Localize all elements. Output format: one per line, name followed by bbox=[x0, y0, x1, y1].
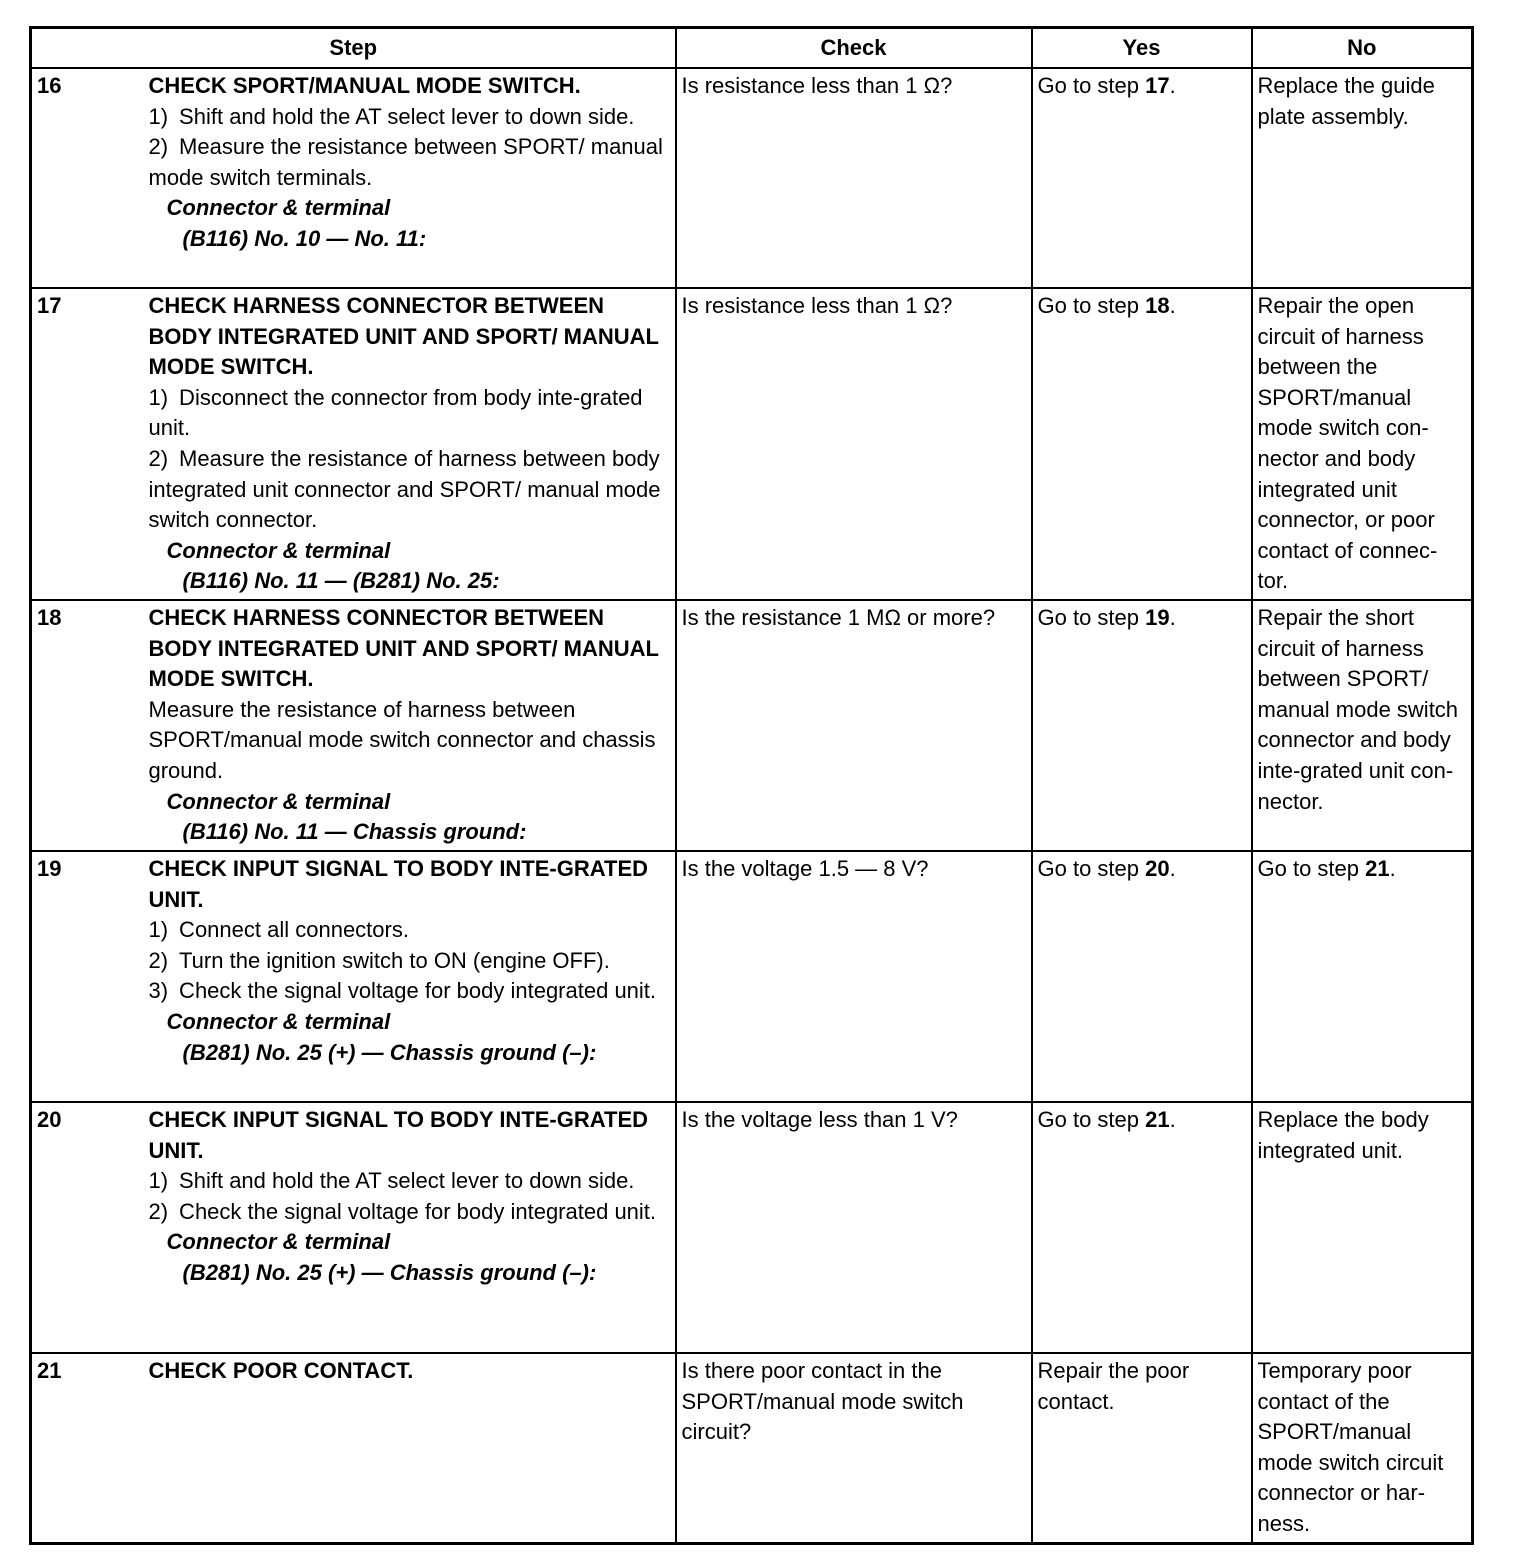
no-cell: Replace the guide plate assembly. bbox=[1252, 68, 1473, 288]
no-suffix: . bbox=[1389, 856, 1396, 881]
yes-suffix: . bbox=[1169, 1107, 1176, 1132]
step-instruction: 2) Measure the resistance of harness between body integrated unit connector and SPORT/ manual mode switch connector. bbox=[148, 445, 661, 533]
step-instruction: 1) Disconnect the connector from body inte-grated unit. bbox=[148, 384, 643, 441]
table-row bbox=[31, 851, 1473, 1102]
step-description bbox=[149, 600, 676, 851]
step-instruction: 1) Shift and hold the AT select lever to down side. bbox=[148, 1168, 635, 1194]
no-cell: Temporary poor contact of the SPORT/manual mode switch circuit connector or har-ness. bbox=[1252, 1353, 1473, 1543]
step-description bbox=[149, 1353, 676, 1543]
step-number: 18 bbox=[31, 600, 149, 851]
yes-prefix: Go to step bbox=[1037, 293, 1146, 318]
step-instruction: 2) Measure the resistance between SPORT/ manual mode switch terminals. bbox=[148, 134, 663, 190]
step-instruction: 1) Connect all connectors. bbox=[148, 917, 409, 943]
no-step-ref: 21 bbox=[1365, 856, 1390, 881]
step-description bbox=[149, 288, 676, 600]
step-title: CHECK SPORT/MANUAL MODE SWITCH. bbox=[148, 73, 581, 98]
yes-prefix: Go to step bbox=[1037, 73, 1146, 98]
table-row bbox=[31, 1353, 1473, 1543]
yes-cell bbox=[1032, 851, 1252, 1102]
connector-terminal-value: (B116) No. 11 — Chassis ground: bbox=[182, 819, 527, 845]
connector-terminal-value: (B281) No. 25 (+) — Chassis ground (–): bbox=[182, 1259, 597, 1285]
table-row bbox=[31, 68, 1473, 288]
header-yes: Yes bbox=[1032, 28, 1252, 69]
step-description bbox=[149, 1102, 676, 1353]
connector-terminal-label: Connector & terminal bbox=[166, 1008, 391, 1034]
header-step: Step bbox=[31, 28, 676, 69]
diagnostic-table bbox=[29, 26, 1474, 1545]
yes-prefix: Go to step bbox=[1037, 605, 1146, 630]
step-number: 16 bbox=[31, 68, 149, 288]
yes-suffix: . bbox=[1169, 293, 1176, 318]
step-title: CHECK HARNESS CONNECTOR BETWEEN BODY INTEGRATED UNIT AND SPORT/ MANUAL MODE SWITCH. bbox=[148, 605, 659, 692]
header-no: No bbox=[1252, 28, 1473, 69]
step-instruction: 2) Check the signal voltage for body integrated unit. bbox=[148, 1198, 657, 1224]
check-cell: Is the resistance 1 MΩ or more? bbox=[676, 600, 1032, 851]
connector-terminal-label: Connector & terminal bbox=[166, 1229, 391, 1255]
no-cell: Replace the body integrated unit. bbox=[1252, 1102, 1473, 1353]
table-row bbox=[31, 1102, 1473, 1353]
connector-terminal-label: Connector & terminal bbox=[166, 537, 391, 563]
yes-cell bbox=[1032, 600, 1252, 851]
yes-step-ref: 21 bbox=[1145, 1107, 1170, 1132]
header-row bbox=[31, 28, 1473, 69]
step-number: 20 bbox=[31, 1102, 149, 1353]
yes-step-ref: 19 bbox=[1145, 605, 1170, 630]
step-instruction: 3) Check the signal voltage for body integrated unit. bbox=[148, 978, 657, 1004]
no-cell: Repair the open circuit of harness between the SPORT/manual mode switch con-nector and body integrated unit connector, or poor contact of connec-tor. bbox=[1252, 288, 1473, 600]
table-row bbox=[31, 600, 1473, 851]
connector-terminal-label: Connector & terminal bbox=[166, 788, 391, 814]
step-description bbox=[149, 68, 676, 288]
step-number: 17 bbox=[31, 288, 149, 600]
step-instruction: 1) Shift and hold the AT select lever to down side. bbox=[148, 103, 635, 129]
no-prefix: Go to step bbox=[1257, 856, 1366, 881]
check-cell: Is there poor contact in the SPORT/manual mode switch circuit? bbox=[676, 1353, 1032, 1543]
check-cell: Is resistance less than 1 Ω? bbox=[676, 68, 1032, 288]
step-title: CHECK POOR CONTACT. bbox=[148, 1358, 414, 1383]
yes-suffix: . bbox=[1169, 73, 1176, 98]
check-cell: Is resistance less than 1 Ω? bbox=[676, 288, 1032, 600]
yes-cell bbox=[1032, 68, 1252, 288]
yes-cell: Repair the poor contact. bbox=[1032, 1353, 1252, 1543]
connector-terminal-label: Connector & terminal bbox=[166, 195, 391, 221]
table-row bbox=[31, 288, 1473, 600]
step-title: CHECK HARNESS CONNECTOR BETWEEN BODY INTEGRATED UNIT AND SPORT/ MANUAL MODE SWITCH. bbox=[148, 293, 659, 380]
yes-prefix: Go to step bbox=[1037, 1107, 1146, 1132]
check-cell: Is the voltage 1.5 — 8 V? bbox=[676, 851, 1032, 1102]
no-cell bbox=[1252, 851, 1473, 1102]
step-number: 19 bbox=[31, 851, 149, 1102]
yes-step-ref: 20 bbox=[1145, 856, 1170, 881]
connector-terminal-value: (B116) No. 10 — No. 11: bbox=[182, 225, 427, 251]
yes-prefix: Go to step bbox=[1037, 856, 1146, 881]
yes-step-ref: 18 bbox=[1145, 293, 1170, 318]
step-instruction: Measure the resistance of harness between SPORT/manual mode switch connector and chassis ground. bbox=[148, 696, 656, 783]
step-title: CHECK INPUT SIGNAL TO BODY INTE-GRATED UNIT. bbox=[148, 856, 649, 912]
yes-cell bbox=[1032, 1102, 1252, 1353]
no-cell: Repair the short circuit of harness between SPORT/ manual mode switch connector and body inte-grated unit con-nector. bbox=[1252, 600, 1473, 851]
step-description bbox=[149, 851, 676, 1102]
step-title: CHECK INPUT SIGNAL TO BODY INTE-GRATED UNIT. bbox=[148, 1107, 649, 1163]
connector-terminal-value: (B116) No. 11 — (B281) No. 25: bbox=[182, 568, 500, 594]
yes-suffix: . bbox=[1169, 856, 1176, 881]
yes-step-ref: 17 bbox=[1145, 73, 1170, 98]
check-cell: Is the voltage less than 1 V? bbox=[676, 1102, 1032, 1353]
connector-terminal-value: (B281) No. 25 (+) — Chassis ground (–): bbox=[182, 1039, 597, 1065]
header-check: Check bbox=[676, 28, 1032, 69]
step-number: 21 bbox=[31, 1353, 149, 1543]
yes-cell bbox=[1032, 288, 1252, 600]
yes-suffix: . bbox=[1169, 605, 1176, 630]
step-instruction: 2) Turn the ignition switch to ON (engine OFF). bbox=[148, 947, 610, 973]
